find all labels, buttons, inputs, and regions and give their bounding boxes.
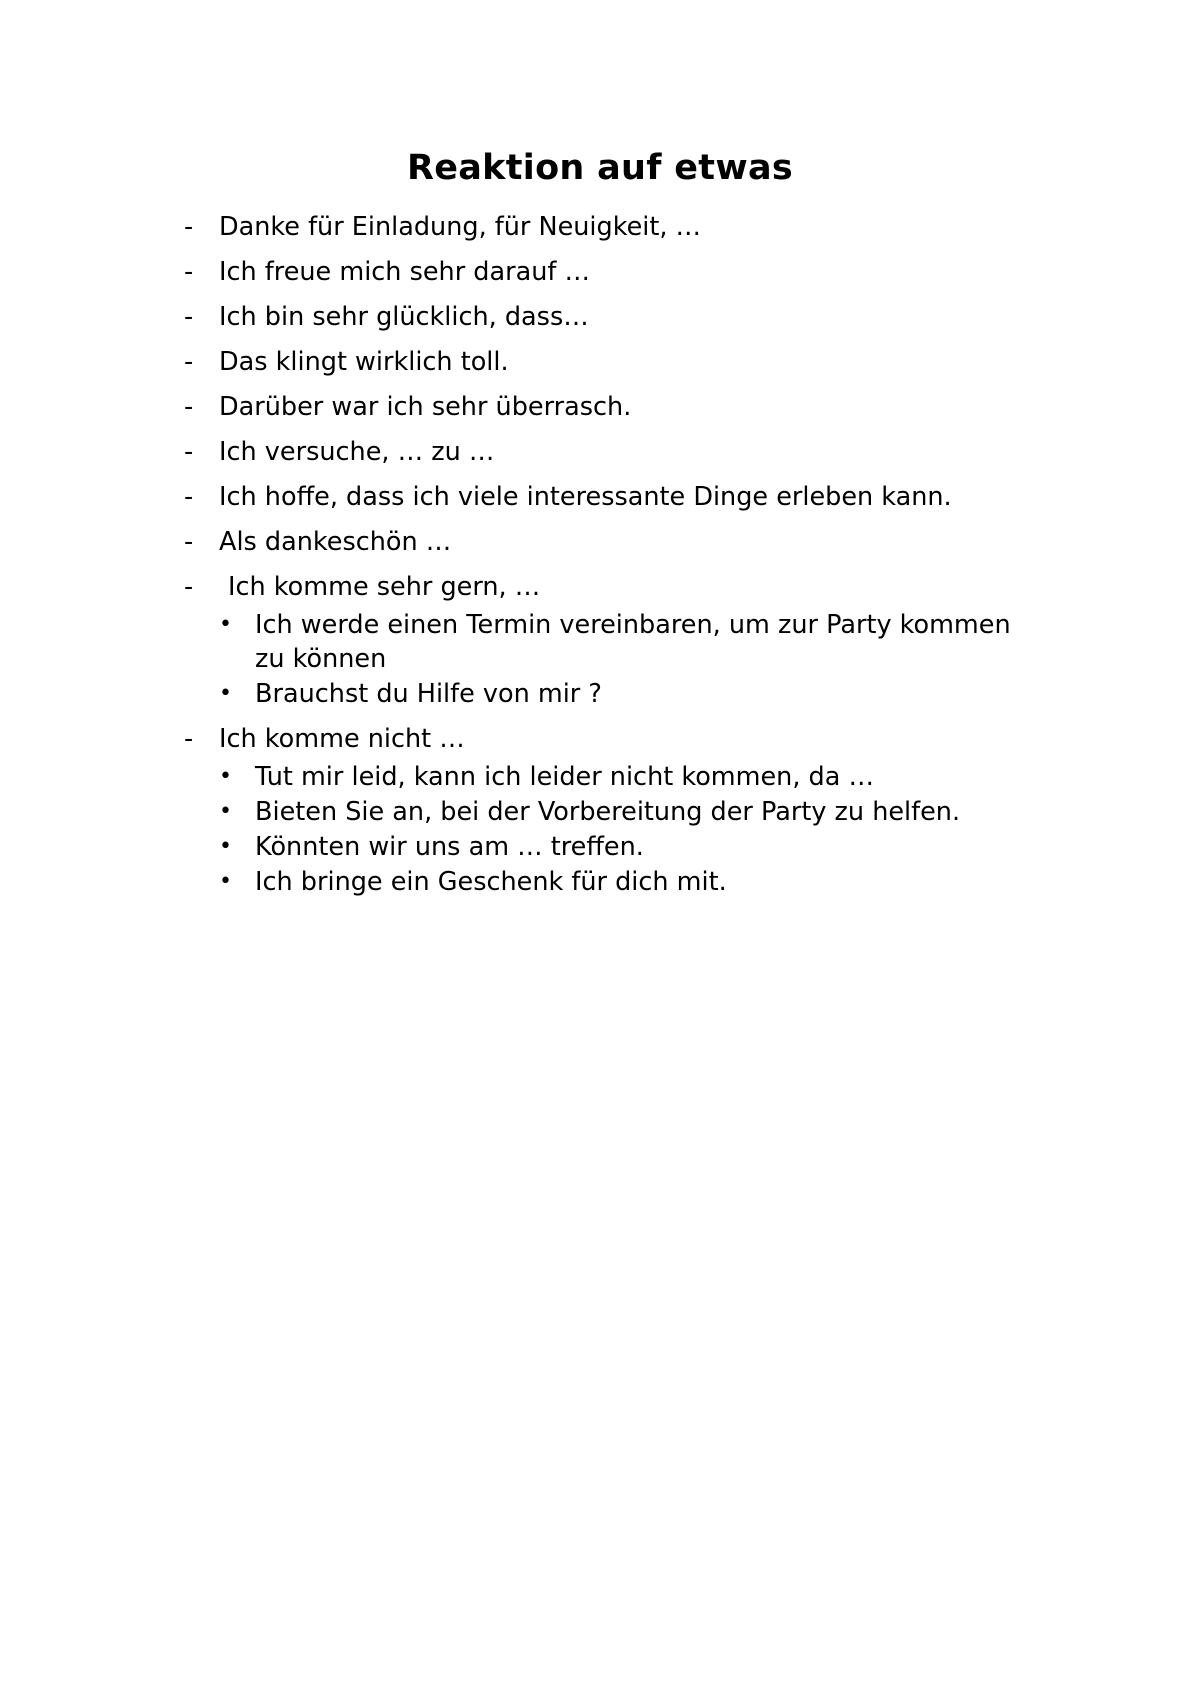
list-item: [0, 525, 1200, 559]
dash-marker: -: [184, 437, 194, 467]
dash-marker: -: [184, 212, 194, 242]
sub-list-item-text: Könnten wir uns am … treffen.: [255, 832, 644, 862]
bullet-marker: •: [219, 612, 232, 637]
list-item: [0, 435, 1200, 469]
list-item: [0, 570, 1200, 711]
list-item-text: Ich freue mich sehr darauf …: [219, 257, 590, 287]
phrase-list: [0, 210, 1200, 910]
list-item-text: Ich versuche, … zu …: [219, 437, 495, 467]
sub-list-item: [219, 760, 1035, 794]
sub-list-item-text: Ich bringe ein Geschenk für dich mit.: [255, 867, 727, 897]
sub-list-item: [219, 865, 1035, 899]
list-item-text: Danke für Einladung, für Neuigkeit, …: [219, 212, 702, 242]
sub-list-item-text: Bieten Sie an, bei der Vorbereitung der Party zu helfen.: [255, 797, 961, 827]
list-item-text: Das klingt wirklich toll.: [219, 347, 509, 377]
bullet-marker: •: [219, 681, 232, 706]
sub-list: [219, 760, 1200, 899]
list-item-text: Als dankeschön …: [219, 527, 452, 557]
dash-marker: -: [184, 257, 194, 287]
list-item-text: Ich hoffe, dass ich viele interessante Dinge erleben kann.: [219, 482, 952, 512]
dash-marker: -: [184, 724, 194, 754]
sub-list-item-text: Tut mir leid, kann ich leider nicht kommen, da …: [255, 762, 874, 792]
sub-list: [219, 608, 1200, 711]
sub-list-item: [219, 677, 1035, 711]
list-item: [0, 390, 1200, 424]
list-item-text: Ich bin sehr glücklich, dass…: [219, 302, 589, 332]
bullet-marker: •: [219, 764, 232, 789]
dash-marker: -: [184, 302, 194, 332]
list-item: [0, 722, 1200, 899]
sub-list-item: [219, 795, 1035, 829]
list-item-text: Darüber war ich sehr überrasch.: [219, 392, 632, 422]
list-item: [0, 345, 1200, 379]
sub-list-item: [219, 830, 1035, 864]
dash-marker: -: [184, 572, 194, 602]
dash-marker: -: [184, 347, 194, 377]
sub-list-item: [219, 608, 1035, 676]
document-title: Reaktion auf etwas: [406, 148, 794, 188]
list-item: [0, 300, 1200, 334]
bullet-marker: •: [219, 869, 232, 894]
bullet-marker: •: [219, 834, 232, 859]
bullet-marker: •: [219, 799, 232, 824]
list-item: [0, 480, 1200, 514]
list-item-text: Ich komme nicht …: [219, 724, 465, 754]
dash-marker: -: [184, 527, 194, 557]
list-item: [0, 210, 1200, 244]
sub-list-item-text: Ich werde einen Termin vereinbaren, um zur Party kommen zu können: [255, 610, 1011, 674]
list-item-text: Ich komme sehr gern, …: [228, 572, 541, 602]
sub-list-item-text: Brauchst du Hilfe von mir ?: [255, 679, 602, 709]
dash-marker: -: [184, 482, 194, 512]
list-item: [0, 255, 1200, 289]
dash-marker: -: [184, 392, 194, 422]
